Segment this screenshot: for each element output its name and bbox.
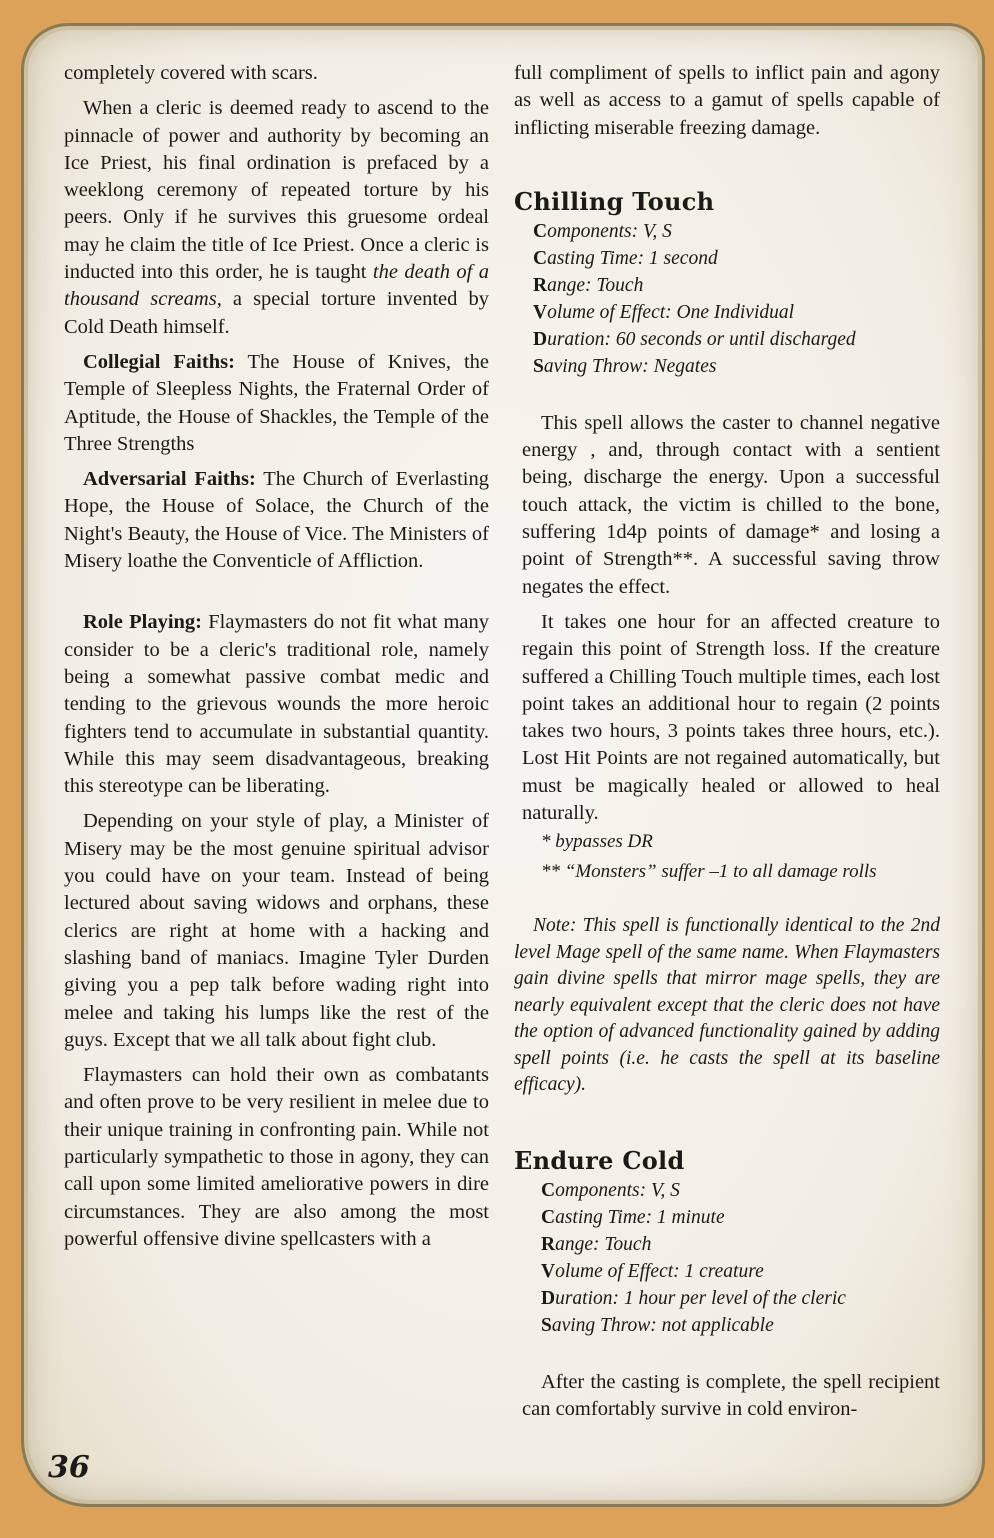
paragraph: This spell allows the caster to channel negative energy , and, through contact with a sentient being, discharge the energy. Upon a successful touch attack, the victim is chilled to the bone, suffering 1d4p points of damage* and losing a point of Strength**. A successful saving throw negates the effect. (522, 411, 940, 598)
paragraph-role-playing (64, 609, 489, 800)
spell-stats (514, 218, 940, 380)
note: Note: This spell is functionally identical to the 2nd level Mage spell of the same name. When Flaymasters gain divine spells that mirror mage spells, they are nearly equivalent except that the cleric does not have the option of advanced functionality gained by adding spell points (i.e. he casts the spell at its baseline efficacy). (514, 915, 940, 1096)
text: , a special torture invented by Cold Death himself. (64, 288, 489, 338)
stat-line: Components: V, S (541, 1179, 680, 1201)
paragraph-collegial-faiths (64, 349, 489, 458)
spell-title: Endure Cold (514, 1145, 685, 1175)
stat-initial: R (533, 274, 548, 296)
spell-title: Chilling Touch (514, 186, 715, 216)
spell-stats (514, 1177, 940, 1339)
text: When a cleric is deemed ready to ascend to the pinnacle of power and authority by becoming an Ice Priest, his final ordination is prefaced by a weeklong ceremony of repeated torture by his peers. Only if he survives this gruesome ordeal may he claim the title of Ice Priest. Once a cleric is inducted into this order, he is taught (64, 97, 489, 284)
label: Role Playing: (83, 611, 203, 634)
paragraph: Depending on your style of play, a Minister of Misery may be the most genuine spiritual advisor you could have on your team. Instead of being lectured about saving widows and orphans, these clerics are right at home with a hacking and slashing band of maniacs. Imagine Tyler Durden giving you a pep talk before wading right into melee and taking his lumps like the rest of the guys. Except that we all talk about fight club. (64, 810, 489, 1051)
stat-initial: C (541, 1179, 556, 1201)
label: Collegial Faiths: (83, 350, 235, 373)
footnote: * bypasses DR (541, 831, 653, 853)
stat-initial: V (533, 301, 548, 323)
text: The Church of Everlasting Hope, the House of Solace, the Church of the Night's Beauty, the House of Vice. The Ministers of Misery loathe the Conventicle of Affliction. (64, 468, 489, 573)
paragraph-ice-priest (64, 95, 489, 341)
stat-line: Casting Time: 1 minute (541, 1206, 725, 1228)
stat-line: Range: Touch (541, 1233, 652, 1255)
italic-title: the death of a thousand screams (64, 261, 489, 311)
stat-line: Casting Time: 1 second (533, 247, 718, 269)
text: Flaymasters do not fit what many consider to be a cleric's traditional role, namely being a somewhat passive combat medic and tending to the grievous wounds the more heroic fighters tend to accumulate in substantial quantity. While this may seem disadvantageous, breaking this stereotype can be liberating. (64, 611, 489, 798)
page-number: 36 (48, 1450, 90, 1485)
right-column (514, 60, 940, 1423)
stat-line: Duration: 60 seconds or until discharged (533, 328, 856, 350)
stat-line: Saving Throw: not applicable (541, 1314, 774, 1336)
left-column (64, 60, 489, 1253)
stat-line: Volume of Effect: 1 creature (541, 1260, 764, 1282)
stat-initial: D (533, 328, 548, 350)
stat-initial: V (541, 1260, 556, 1282)
stat-initial: D (541, 1287, 556, 1309)
paragraph: After the casting is complete, the spell recipient can comfortably survive in cold environ- (522, 1370, 940, 1421)
label: Adversarial Faiths: (83, 468, 256, 491)
stat-line: Saving Throw: Negates (533, 355, 717, 377)
stat-initial: C (533, 247, 548, 269)
paragraph: full compliment of spells to inflict pain and agony as well as access to a gamut of spells capable of inflicting miserable freezing damage. (514, 62, 940, 139)
stat-line: Components: V, S (533, 220, 672, 242)
stat-initial: R (541, 1233, 556, 1255)
paragraph: completely covered with scars. (64, 62, 318, 84)
paragraph: It takes one hour for an affected creature to regain this point of Strength loss. If the creature suffered a Chilling Touch multiple times, each lost point takes an additional hour to regain (2 points takes two hours, 3 points takes three hours, etc.). Lost Hit Points are not regained automatically, but must be magically healed or allowed to heal naturally. (522, 610, 940, 825)
stat-initial: S (533, 355, 544, 377)
text: The House of Knives, the Temple of Sleepless Nights, the Fraternal Order of Aptitude, the House of Shackles, the Temple of the Three Strengths (64, 350, 489, 455)
stat-line: Volume of Effect: One Individual (533, 301, 795, 323)
paragraph-adversarial-faiths (64, 466, 489, 575)
paragraph: Flaymasters can hold their own as combatants and often prove to be very resilient in melee due to their unique training in confronting pain. While not particularly sympathetic to those in agony, they can call upon some limited ameliorative powers in dire circumstances. They are also among the most powerful offensive divine spellcasters with a (64, 1064, 489, 1250)
footnote: ** “Monsters” suffer –1 to all damage rolls (541, 861, 877, 883)
stat-initial: C (533, 220, 548, 242)
stat-line: Range: Touch (533, 274, 644, 296)
stat-initial: C (541, 1206, 556, 1228)
stat-initial: S (541, 1314, 552, 1336)
stat-line: Duration: 1 hour per level of the cleric (541, 1287, 846, 1309)
